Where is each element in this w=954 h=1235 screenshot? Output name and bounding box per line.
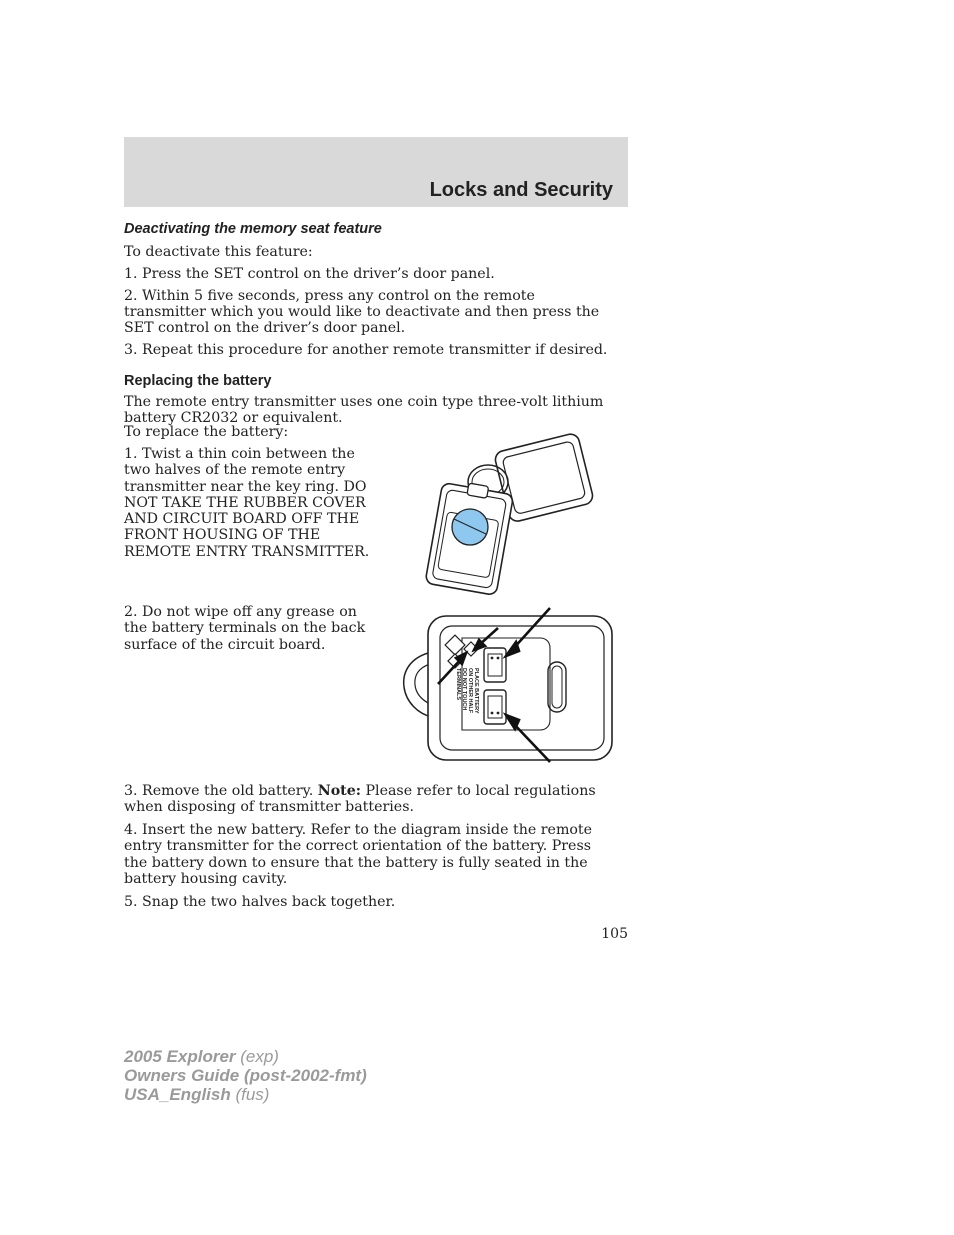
step: 4. Insert the new battery. Refer to the diagram inside the remote entry transmitter for the correct orientation of the battery. Press the battery down to ensure that the battery is fully seated in the battery housing cavity. [124,822,593,887]
key-fob-coin-illustration [420,420,600,595]
board-label-line: PLACE BATTERY [473,668,479,714]
page-title: Locks and Security [429,179,613,201]
note-label: Note: [317,783,361,799]
battery-terminals-illustration [400,602,618,767]
paragraph: To deactivate this feature: [124,244,313,260]
footer-model: 2005 Explorer [124,1047,236,1066]
page-number: 105 [601,926,628,942]
step: 2. Within 5 five seconds, press any control on the remote transmitter which you would like to deactivate and then press the SET control on the driver’s door panel. [124,288,600,336]
step [124,783,618,816]
footer [124,1047,367,1104]
main-content [124,220,618,432]
step-text: 3. Remove the old battery. [124,783,318,799]
board-label-line: TERMINALS [455,668,461,701]
step: 3. Repeat this procedure for another remote transmitter if desired. [124,342,608,358]
footer-code: (exp) [235,1047,279,1066]
section-heading-battery: Replacing the battery [124,373,272,389]
step: 2. Do not wipe off any grease on the battery terminals on the back surface of the circuit board. [124,604,366,653]
step-text: Please refer to local regulations when disposing of transmitter batteries. [124,783,596,816]
step: 1. Press the SET control on the driver’s door panel. [124,266,495,282]
board-label-line: ON OTHER HALF [467,668,473,714]
paragraph: The remote entry transmitter uses one coin type three-volt lithium battery CR2032 or equivalent. [124,394,604,426]
step: 1. Twist a thin coin between the two halves of the remote entry transmitter near the key ring. DO NOT TAKE THE RUBBER COVER AND CIRCUIT BOARD OFF THE FRONT HOUSING OF THE REMOTE ENTRY TRANSMITTER. [124,446,370,560]
section-heading-memory-seat: Deactivating the memory seat feature [124,221,382,237]
footer-guide: Owners Guide (post-2002-fmt) [124,1066,367,1085]
step: 5. Snap the two halves back together. [124,894,396,910]
footer-lang-code: (fus) [230,1085,270,1104]
header-band [124,137,628,207]
footer-language: USA_English [124,1085,231,1104]
board-label-line: DO NOT TOUCH [461,668,467,711]
paragraph: To replace the battery: [124,424,289,440]
